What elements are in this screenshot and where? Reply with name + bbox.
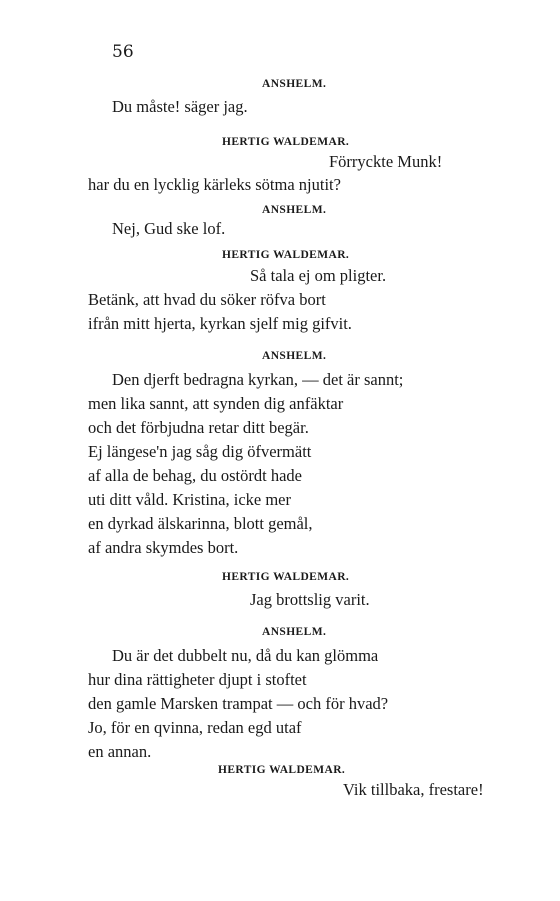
verse-line: Jag brottslig varit. <box>250 590 370 609</box>
speaker-heading: HERTIG WALDEMAR. <box>222 136 350 148</box>
speaker-heading: HERTIG WALDEMAR. <box>222 571 350 583</box>
verse-line: hur dina rättigheter djupt i stoftet <box>88 670 307 689</box>
verse-line: den gamle Marsken trampat — och för hvad? <box>88 694 389 713</box>
speaker-heading: ANSHELM. <box>262 204 327 216</box>
verse-line: Betänk, att hvad du söker röfva bort <box>88 290 326 309</box>
verse-line: och det förbjudna retar ditt begär. <box>88 418 309 437</box>
verse-line: Förryckte Munk! <box>329 152 443 171</box>
verse-line: en dyrkad älskarinna, blott gemål, <box>88 514 313 533</box>
verse-line: Vik tillbaka, frestare! <box>343 780 484 799</box>
verse-line: af alla de behag, du ostördt hade <box>88 466 302 485</box>
speaker-heading: HERTIG WALDEMAR. <box>218 764 346 776</box>
verse-line: Nej, Gud ske lof. <box>112 219 226 238</box>
speaker-heading: HERTIG WALDEMAR. <box>222 249 350 261</box>
verse-line: men lika sannt, att synden dig anfäktar <box>88 394 344 413</box>
verse-line: Du är det dubbelt nu, då du kan glömma <box>112 646 379 665</box>
verse-line: en annan. <box>88 742 152 761</box>
verse-line: Den djerft bedragna kyrkan, — det är sannt; <box>112 370 404 389</box>
speaker-heading: ANSHELM. <box>262 350 327 362</box>
page-number: 56 <box>112 42 134 62</box>
verse-line: har du en lycklig kärleks sötma njutit? <box>88 175 341 194</box>
verse-line: af andra skymdes bort. <box>88 538 239 557</box>
speaker-heading: ANSHELM. <box>262 626 327 638</box>
speaker-heading: ANSHELM. <box>262 78 327 90</box>
verse-line: Jo, för en qvinna, redan egd utaf <box>88 718 302 737</box>
verse-line: Ej längese'n jag såg dig öfvermätt <box>88 442 312 461</box>
verse-line: uti ditt våld. Kristina, icke mer <box>88 490 291 509</box>
verse-line: Så tala ej om pligter. <box>250 266 387 285</box>
verse-line: Du måste! säger jag. <box>112 97 248 116</box>
verse-line: ifrån mitt hjerta, kyrkan sjelf mig gifvit. <box>88 314 352 333</box>
